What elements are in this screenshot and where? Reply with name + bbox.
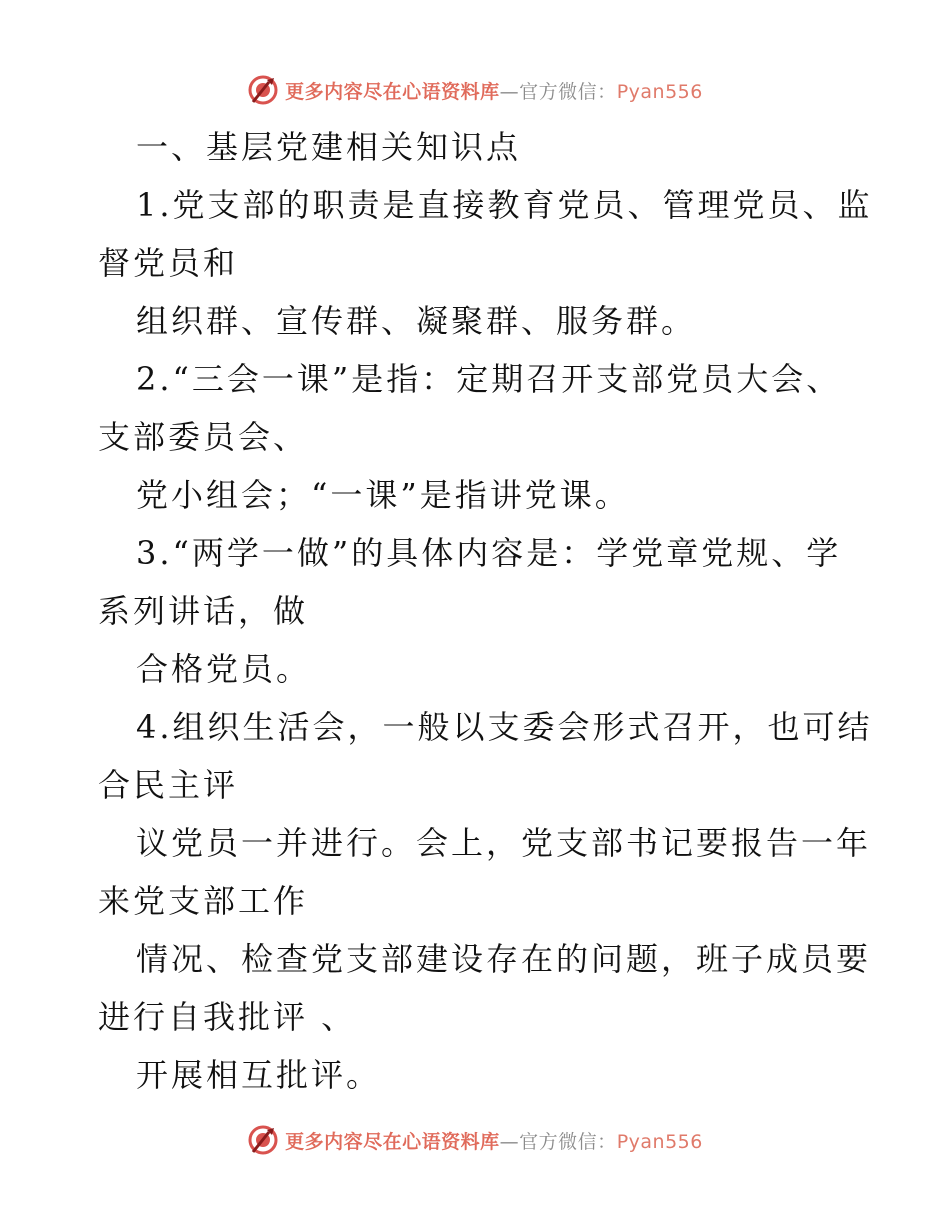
watermark-main: 更多内容尽在心语资料库 [285, 80, 500, 103]
text-line: 4.组织生活会，一般以支委会形式召开，也可结 [136, 708, 873, 746]
text-line: 3.“两学一做”的具体内容是：学党章党规、学 [136, 534, 842, 572]
watermark-dash: — [499, 80, 520, 103]
watermark-label: 官方微信： [519, 80, 617, 103]
text-line: 合民主评 [98, 766, 239, 804]
text-line: 1.党支部的职责是直接教育党员、管理党员、监 [136, 186, 873, 224]
document-body [98, 118, 873, 1104]
text-line: 党小组会；“一课”是指讲党课。 [136, 476, 630, 514]
watermark-id: Pyan556 [616, 80, 703, 103]
text-line: 一、基层党建相关知识点 [136, 128, 522, 166]
text-line: 议党员一并进行。会上，党支部书记要报告一年 [136, 824, 872, 862]
footer-watermark [0, 1120, 950, 1160]
pen-logo-icon [247, 74, 279, 106]
text-line: 督党员和 [98, 244, 239, 282]
text-line: 来党支部工作 [98, 882, 309, 920]
text-line: 合格党员。 [136, 650, 312, 688]
text-line: 系列讲话，做 [98, 592, 309, 630]
watermark-label: 官方微信： [519, 1130, 617, 1153]
watermark-main: 更多内容尽在心语资料库 [285, 1130, 500, 1153]
text-line: 开展相互批评。 [136, 1056, 382, 1094]
watermark-text [285, 1127, 703, 1154]
watermark-dash: — [499, 1130, 520, 1153]
text-line: 进行自我批评 、 [98, 998, 357, 1036]
text-line: 支部委员会、 [98, 418, 309, 456]
header-watermark [0, 70, 950, 110]
text-line: 组织群、宣传群、凝聚群、服务群。 [136, 302, 697, 340]
text-line: 2.“三会一课”是指：定期召开支部党员大会、 [136, 360, 842, 398]
text-line: 情况、检查党支部建设存在的问题，班子成员要 [136, 940, 872, 978]
watermark-id: Pyan556 [616, 1130, 703, 1153]
watermark-text [285, 77, 703, 104]
pen-logo-icon [247, 1124, 279, 1156]
